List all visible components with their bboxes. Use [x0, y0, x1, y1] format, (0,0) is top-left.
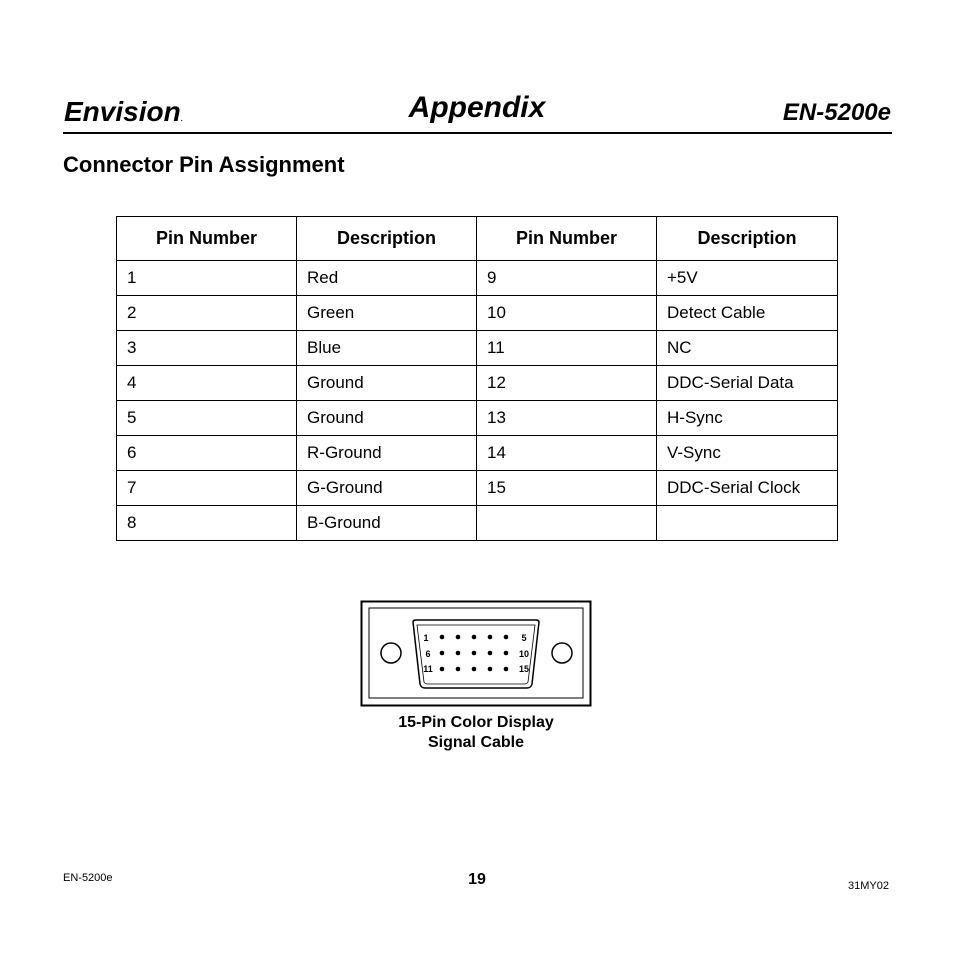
table-row	[117, 366, 838, 401]
description-cell: H-Sync	[657, 401, 838, 436]
header-divider	[63, 132, 892, 134]
pin-assignment-table	[116, 216, 838, 541]
pin-label-1: 1	[423, 633, 429, 643]
table-row	[117, 331, 838, 366]
pin-label-6: 6	[425, 649, 431, 659]
pin-dot	[504, 635, 509, 640]
pin-number-cell: 15	[477, 471, 657, 506]
description-cell: DDC-Serial Clock	[657, 471, 838, 506]
pin-dot	[472, 651, 477, 656]
pin-number-cell: 2	[117, 296, 297, 331]
table-row	[117, 401, 838, 436]
pin-number-cell: 9	[477, 261, 657, 296]
pin-label-10: 10	[518, 649, 530, 659]
pin-dot	[488, 635, 493, 640]
pin-label-15: 15	[518, 664, 530, 674]
table-row	[117, 261, 838, 296]
description-cell: Blue	[297, 331, 477, 366]
page-title: Appendix	[408, 91, 546, 124]
pin-number-cell: 12	[477, 366, 657, 401]
connector-pins	[440, 635, 509, 672]
pin-dot	[504, 667, 509, 672]
section-heading: Connector Pin Assignment	[63, 152, 345, 177]
footer-model: EN-5200e	[63, 872, 113, 884]
table-header-row	[117, 217, 838, 261]
mounting-hole-right	[552, 643, 572, 663]
pin-number-cell: 10	[477, 296, 657, 331]
pin-dot	[440, 651, 445, 656]
description-cell: R-Ground	[297, 436, 477, 471]
pin-dot	[472, 635, 477, 640]
connector-caption	[360, 713, 592, 753]
table-row	[117, 436, 838, 471]
description-cell: NC	[657, 331, 838, 366]
brand-name: Envision	[64, 96, 181, 127]
pin-dot	[456, 651, 461, 656]
pin-dot	[456, 667, 461, 672]
pin-number-cell: 8	[117, 506, 297, 541]
column-header-pin-number-2: Pin Number	[477, 217, 657, 261]
pin-number-cell: 7	[117, 471, 297, 506]
table-row	[117, 506, 838, 541]
description-cell: G-Ground	[297, 471, 477, 506]
column-header-description-2: Description	[657, 217, 838, 261]
page-number: 19	[468, 871, 486, 888]
table-row	[117, 296, 838, 331]
pin-dot	[456, 635, 461, 640]
pin-dot	[488, 667, 493, 672]
description-cell: +5V	[657, 261, 838, 296]
pin-number-cell: 5	[117, 401, 297, 436]
brand-mark: .	[180, 116, 183, 123]
pin-number-cell: 1	[117, 261, 297, 296]
description-cell: DDC-Serial Data	[657, 366, 838, 401]
pin-dot	[504, 651, 509, 656]
caption-line-2: Signal Cable	[427, 734, 525, 751]
pin-number-cell	[477, 506, 657, 541]
pin-number-cell: 3	[117, 331, 297, 366]
description-cell: Green	[297, 296, 477, 331]
caption-line-1: 15-Pin Color Display	[398, 714, 554, 731]
pin-number-cell: 14	[477, 436, 657, 471]
pin-number-cell: 13	[477, 401, 657, 436]
pin-dot	[488, 651, 493, 656]
description-cell: Detect Cable	[657, 296, 838, 331]
pin-dot	[472, 667, 477, 672]
description-cell: V-Sync	[657, 436, 838, 471]
pin-number-cell: 11	[477, 331, 657, 366]
description-cell: Red	[297, 261, 477, 296]
column-header-description: Description	[297, 217, 477, 261]
pin-number-cell: 4	[117, 366, 297, 401]
description-cell: Ground	[297, 366, 477, 401]
d-sub-shell-inner	[417, 625, 535, 684]
pin-dot	[440, 667, 445, 672]
footer-date-code: 31MY02	[848, 880, 889, 892]
description-cell: Ground	[297, 401, 477, 436]
pin-label-5: 5	[521, 633, 527, 643]
column-header-pin-number: Pin Number	[117, 217, 297, 261]
pin-number-cell: 6	[117, 436, 297, 471]
pin-label-11: 11	[423, 664, 433, 674]
description-cell	[657, 506, 838, 541]
description-cell: B-Ground	[297, 506, 477, 541]
mounting-hole-left	[381, 643, 401, 663]
model-number: EN-5200e	[782, 99, 891, 126]
pin-dot	[440, 635, 445, 640]
table-row	[117, 471, 838, 506]
